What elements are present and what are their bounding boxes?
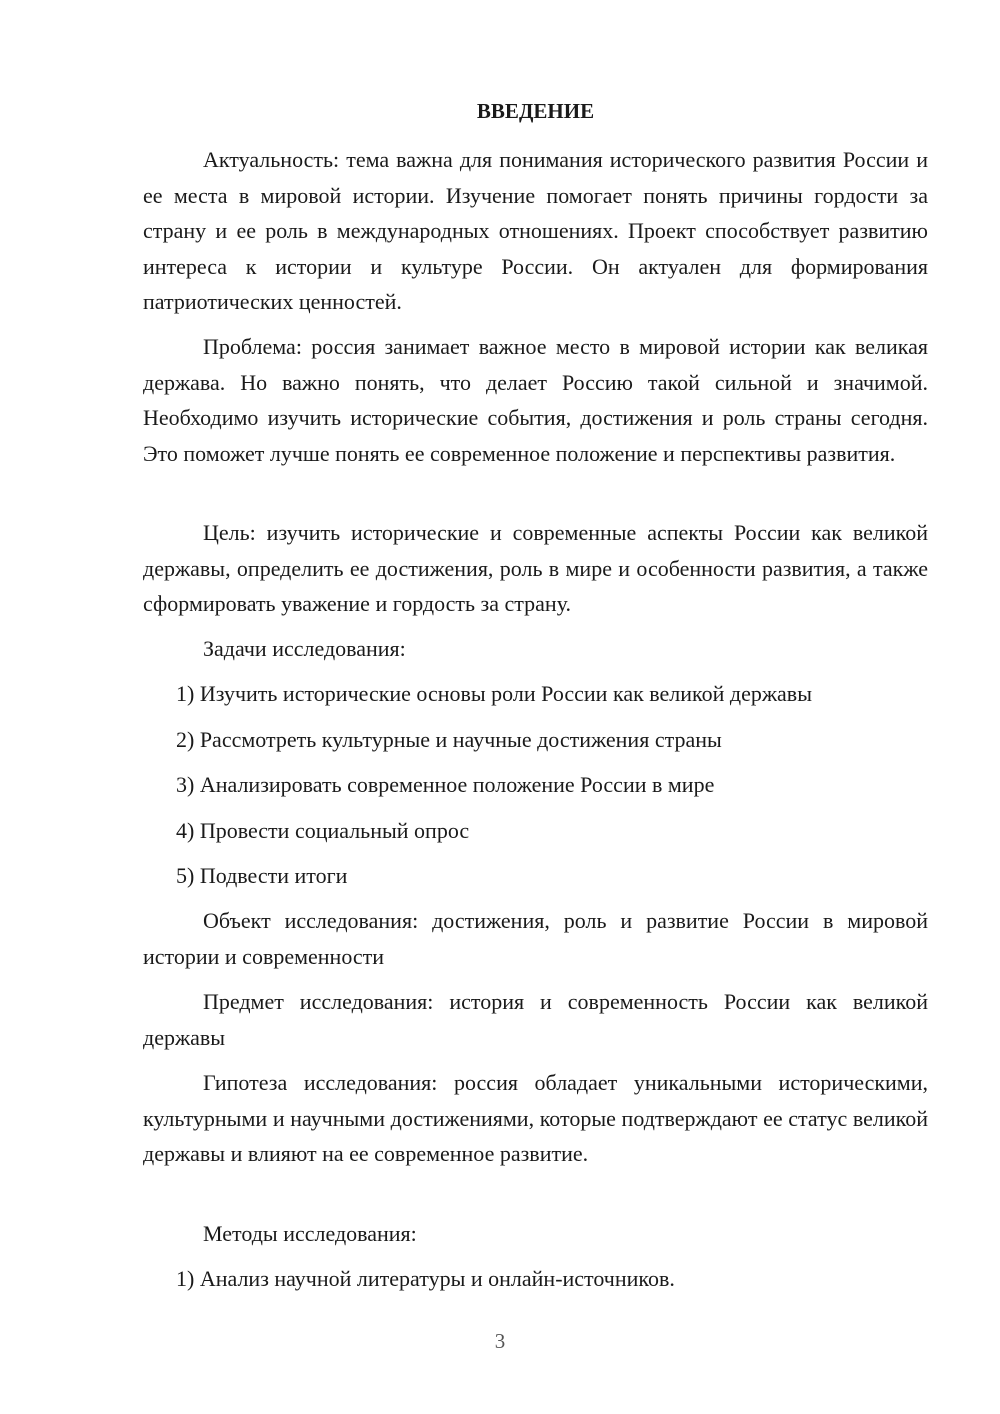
task-item: 4) Провести социальный опрос (176, 818, 470, 843)
subject-paragraph: Предмет исследования: история и современность России как великой державы (143, 989, 928, 1050)
page-title: ВВЕДЕНИЕ (476, 99, 595, 123)
relevance-paragraph: Актуальность: тема важна для понимания исторического развития России и ее места в мировой истории. Изучение помогает понять причины гордости за страну и ее роль в международных отношениях. Проект способствует развитию интереса к истории и культуре России. Он актуален для формирования патриотических ценностей. (143, 147, 928, 314)
page-number: 3 (494, 1329, 506, 1353)
goal-paragraph: Цель: изучить исторические и современные аспекты России как великой державы, определить ее достижения, роль в мире и особенности развития, а также сформировать уважение и гордость за страну. (143, 520, 928, 616)
method-item: 1) Анализ научной литературы и онлайн-источников. (176, 1266, 675, 1291)
task-item: 1) Изучить исторические основы роли России как великой державы (176, 681, 812, 706)
task-item: 3) Анализировать современное положение России в мире (176, 772, 715, 797)
task-item: 5) Подвести итоги (176, 863, 348, 888)
tasks-heading: Задачи исследования: (203, 636, 406, 661)
hypothesis-paragraph: Гипотеза исследования: россия обладает уникальными историческими, культурными и научными достижениями, которые подтверждают ее статус великой державы и влияют на ее современное развитие. (143, 1070, 928, 1166)
task-item: 2) Рассмотреть культурные и научные достижения страны (176, 727, 722, 752)
object-paragraph: Объект исследования: достижения, роль и развитие России в мировой истории и современности (143, 908, 928, 969)
problem-paragraph: Проблема: россия занимает важное место в мировой истории как великая держава. Но важно понять, что делает Россию такой сильной и значимой. Необходимо изучить исторические события, достижения и роль страны сегодня. Это поможет лучше понять ее современное положение и перспективы развития. (143, 334, 928, 466)
methods-heading: Методы исследования: (203, 1221, 417, 1246)
